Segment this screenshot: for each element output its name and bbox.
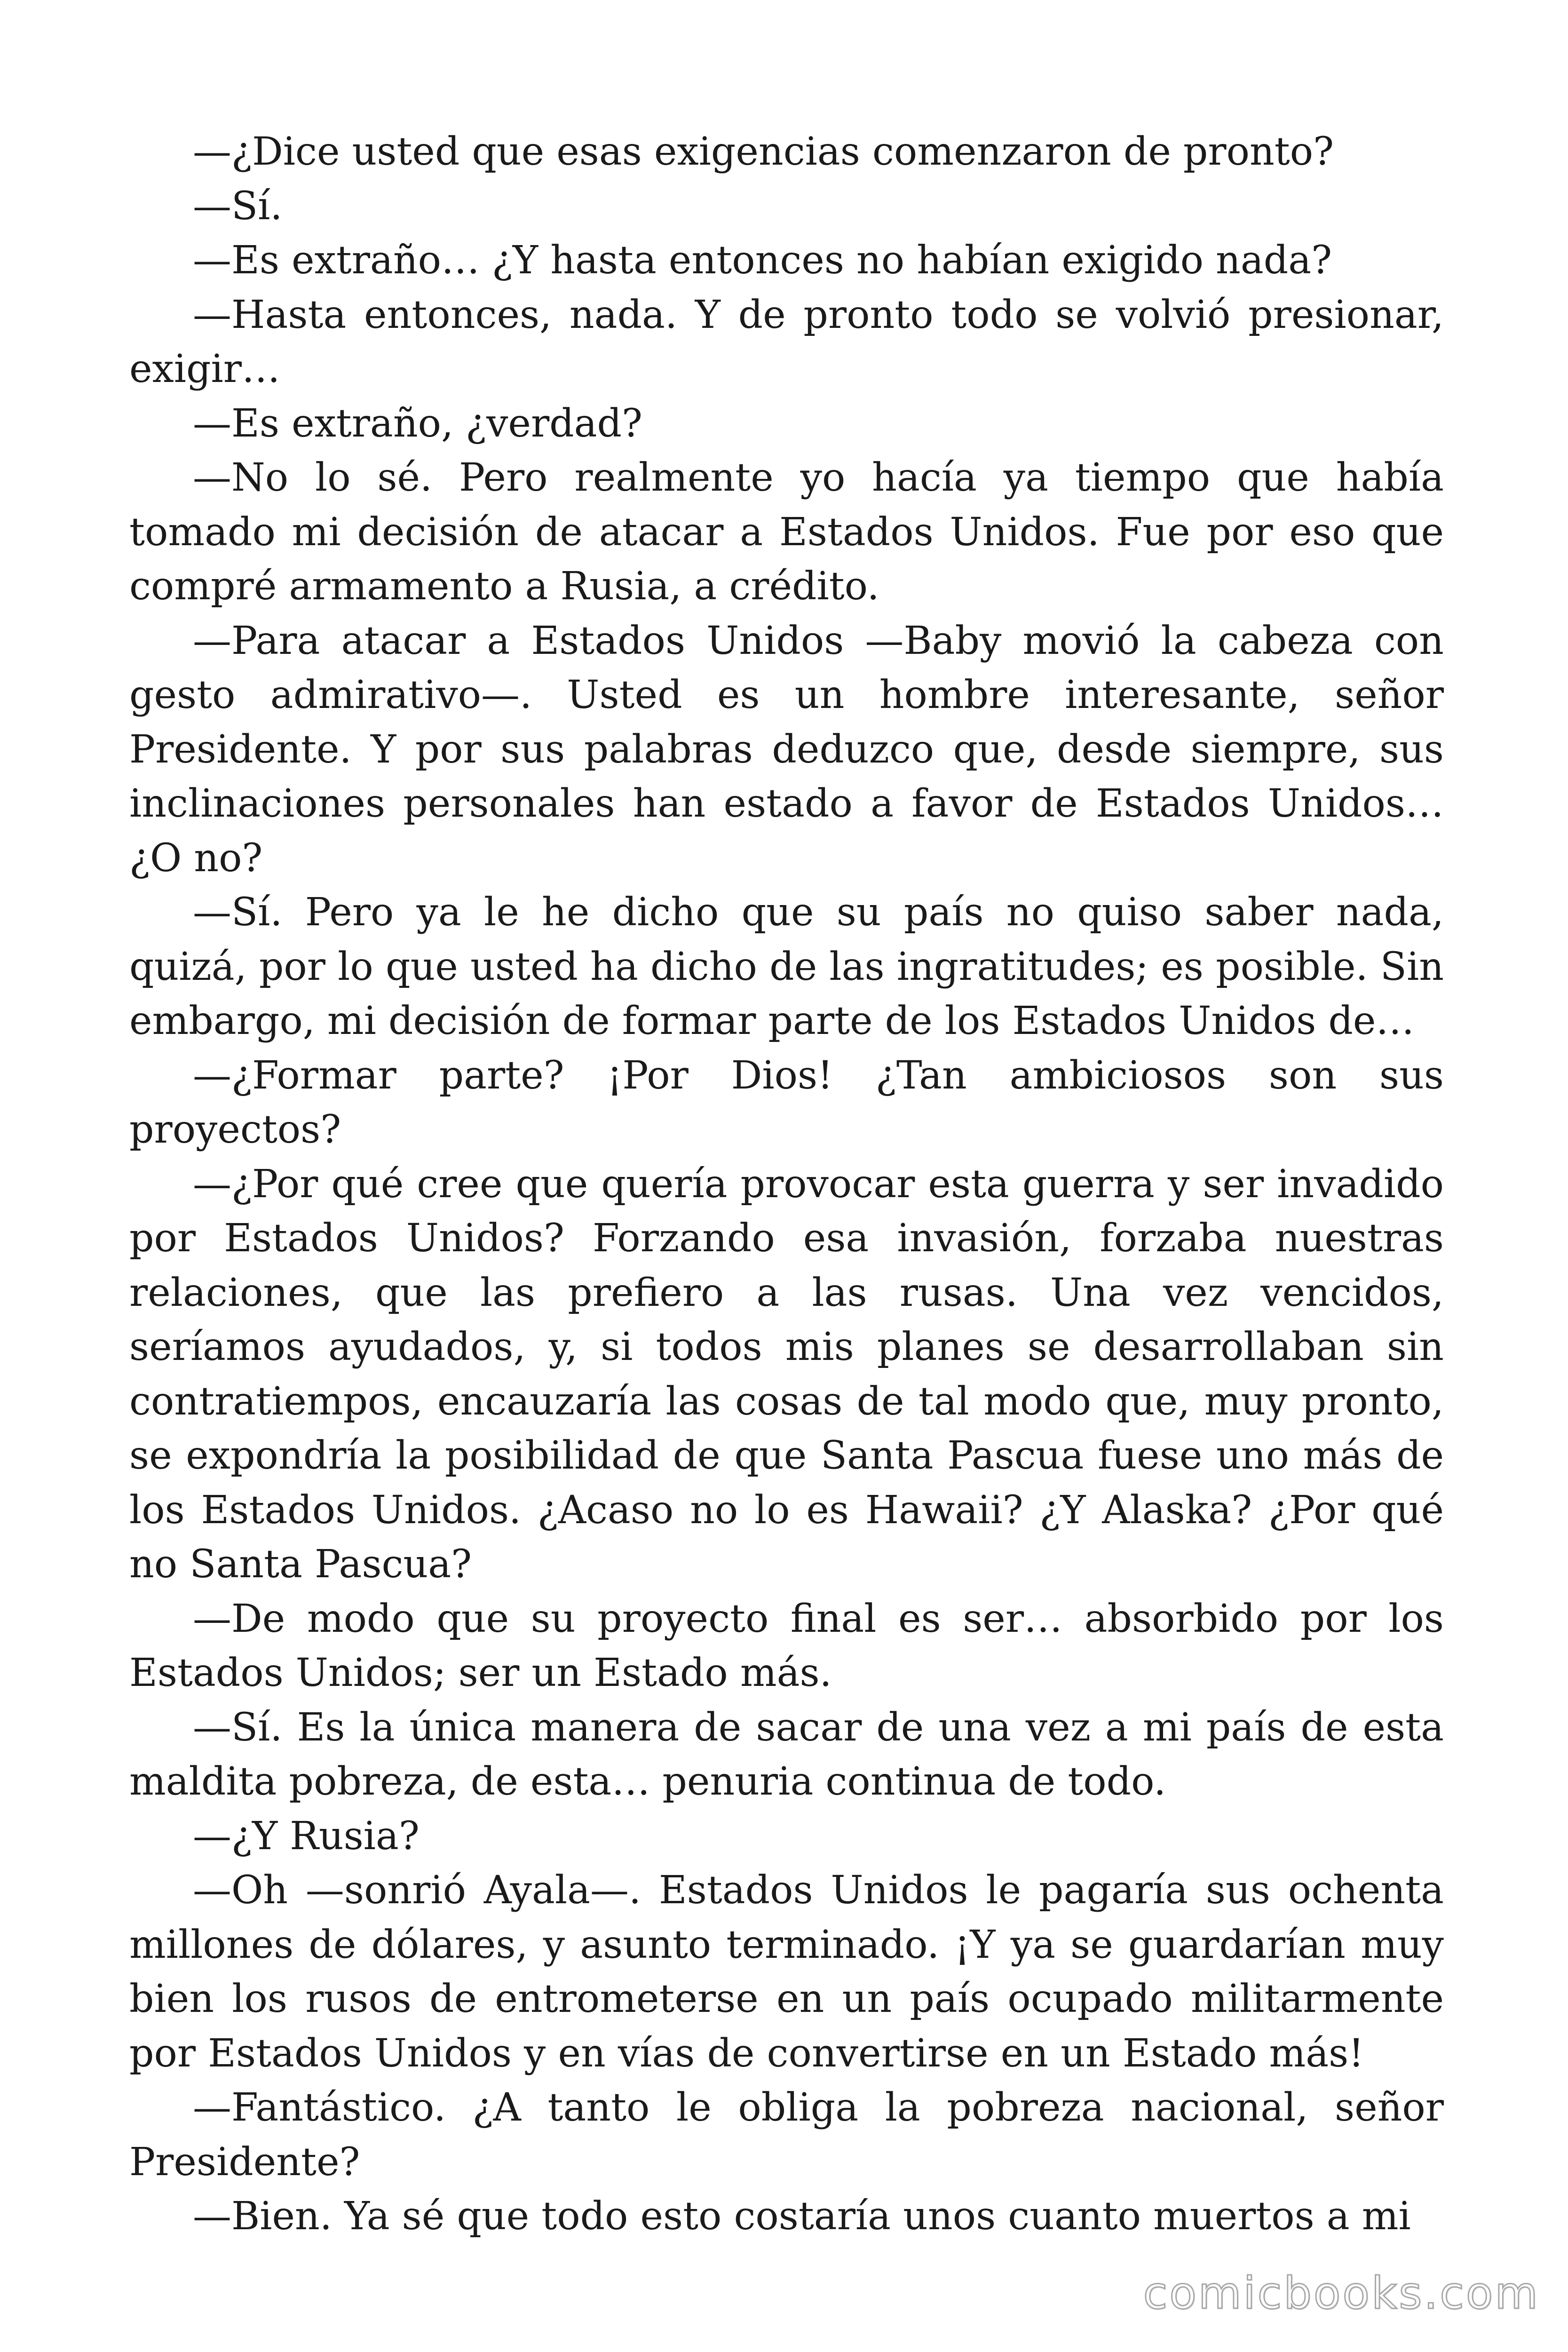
paragraph: —Oh —sonrió Ayala—. Estados Unidos le pagaría sus ochenta millones de dólares, y asunto terminado. ¡Y ya se guardarían muy bien los rusos de entrometerse en un país ocupado militarmente por Estados Unidos y en vías de convertirse en un Estado más! — [129, 1868, 1444, 2076]
paragraph: —¿Formar parte? ¡Por Dios! ¿Tan ambiciosos son sus proyectos? — [129, 1053, 1444, 1152]
watermark: comicbooks.com — [1143, 2268, 1540, 2319]
paragraph: —Es extraño… ¿Y hasta entonces no habían exigido nada? — [193, 238, 1332, 283]
paragraph: —Sí. Es la única manera de sacar de una vez a mi país de esta maldita pobreza, de esta… penuria continua de todo. — [129, 1705, 1444, 1804]
paragraph: —Es extraño, ¿verdad? — [193, 401, 642, 446]
paragraph: —Sí. — [193, 183, 283, 229]
paragraph: —De modo que su proyecto final es ser… absorbido por los Estados Unidos; ser un Estado más. — [129, 1596, 1444, 1695]
paragraph: —Sí. Pero ya le he dicho que su país no quiso saber nada, quizá, por lo que usted ha dicho de las ingratitudes; es posible. Sin embargo, mi decisión de formar parte de los Estados Unidos de… — [129, 890, 1444, 1043]
paragraph: —¿Y Rusia? — [193, 1813, 420, 1859]
paragraph: —¿Por qué cree que quería provocar esta guerra y ser invadido por Estados Unidos? Forzando esa invasión, forzaba nuestras relaciones, que las prefiero a las rusas. Una vez vencidos, seríamos ayudados, y, si todos mis planes se desarrollaban sin contratiempos, encauzaría las cosas de tal modo que, muy pronto, se expondría la posibilidad de que Santa Pascua fuese uno más de los Estados Unidos. ¿Acaso no lo es Hawaii? ¿Y Alaska? ¿Por qué no Santa Pascua? — [129, 1161, 1444, 1587]
paragraph: —¿Dice usted que esas exigencias comenzaron de pronto? — [193, 129, 1334, 174]
paragraph: —Hasta entonces, nada. Y de pronto todo se volvió presionar, exigir… — [129, 292, 1444, 391]
paragraph: —Para atacar a Estados Unidos —Baby movió la cabeza con gesto admirativo—. Usted es un hombre interesante, señor Presidente. Y por sus palabras deduzco que, desde siempre, sus inclinaciones personales han estado a favor de Estados Unidos… ¿O no? — [129, 618, 1444, 881]
paragraph: —Bien. Ya sé que todo esto costaría unos cuanto muertos a mi — [193, 2194, 1411, 2239]
page-body-text — [129, 125, 1444, 2244]
paragraph: —Fantástico. ¿A tanto le obliga la pobreza nacional, señor Presidente? — [129, 2085, 1444, 2185]
paragraph: —No lo sé. Pero realmente yo hacía ya tiempo que había tomado mi decisión de atacar a Estados Unidos. Fue por eso que compré armamento a Rusia, a crédito. — [129, 455, 1444, 609]
